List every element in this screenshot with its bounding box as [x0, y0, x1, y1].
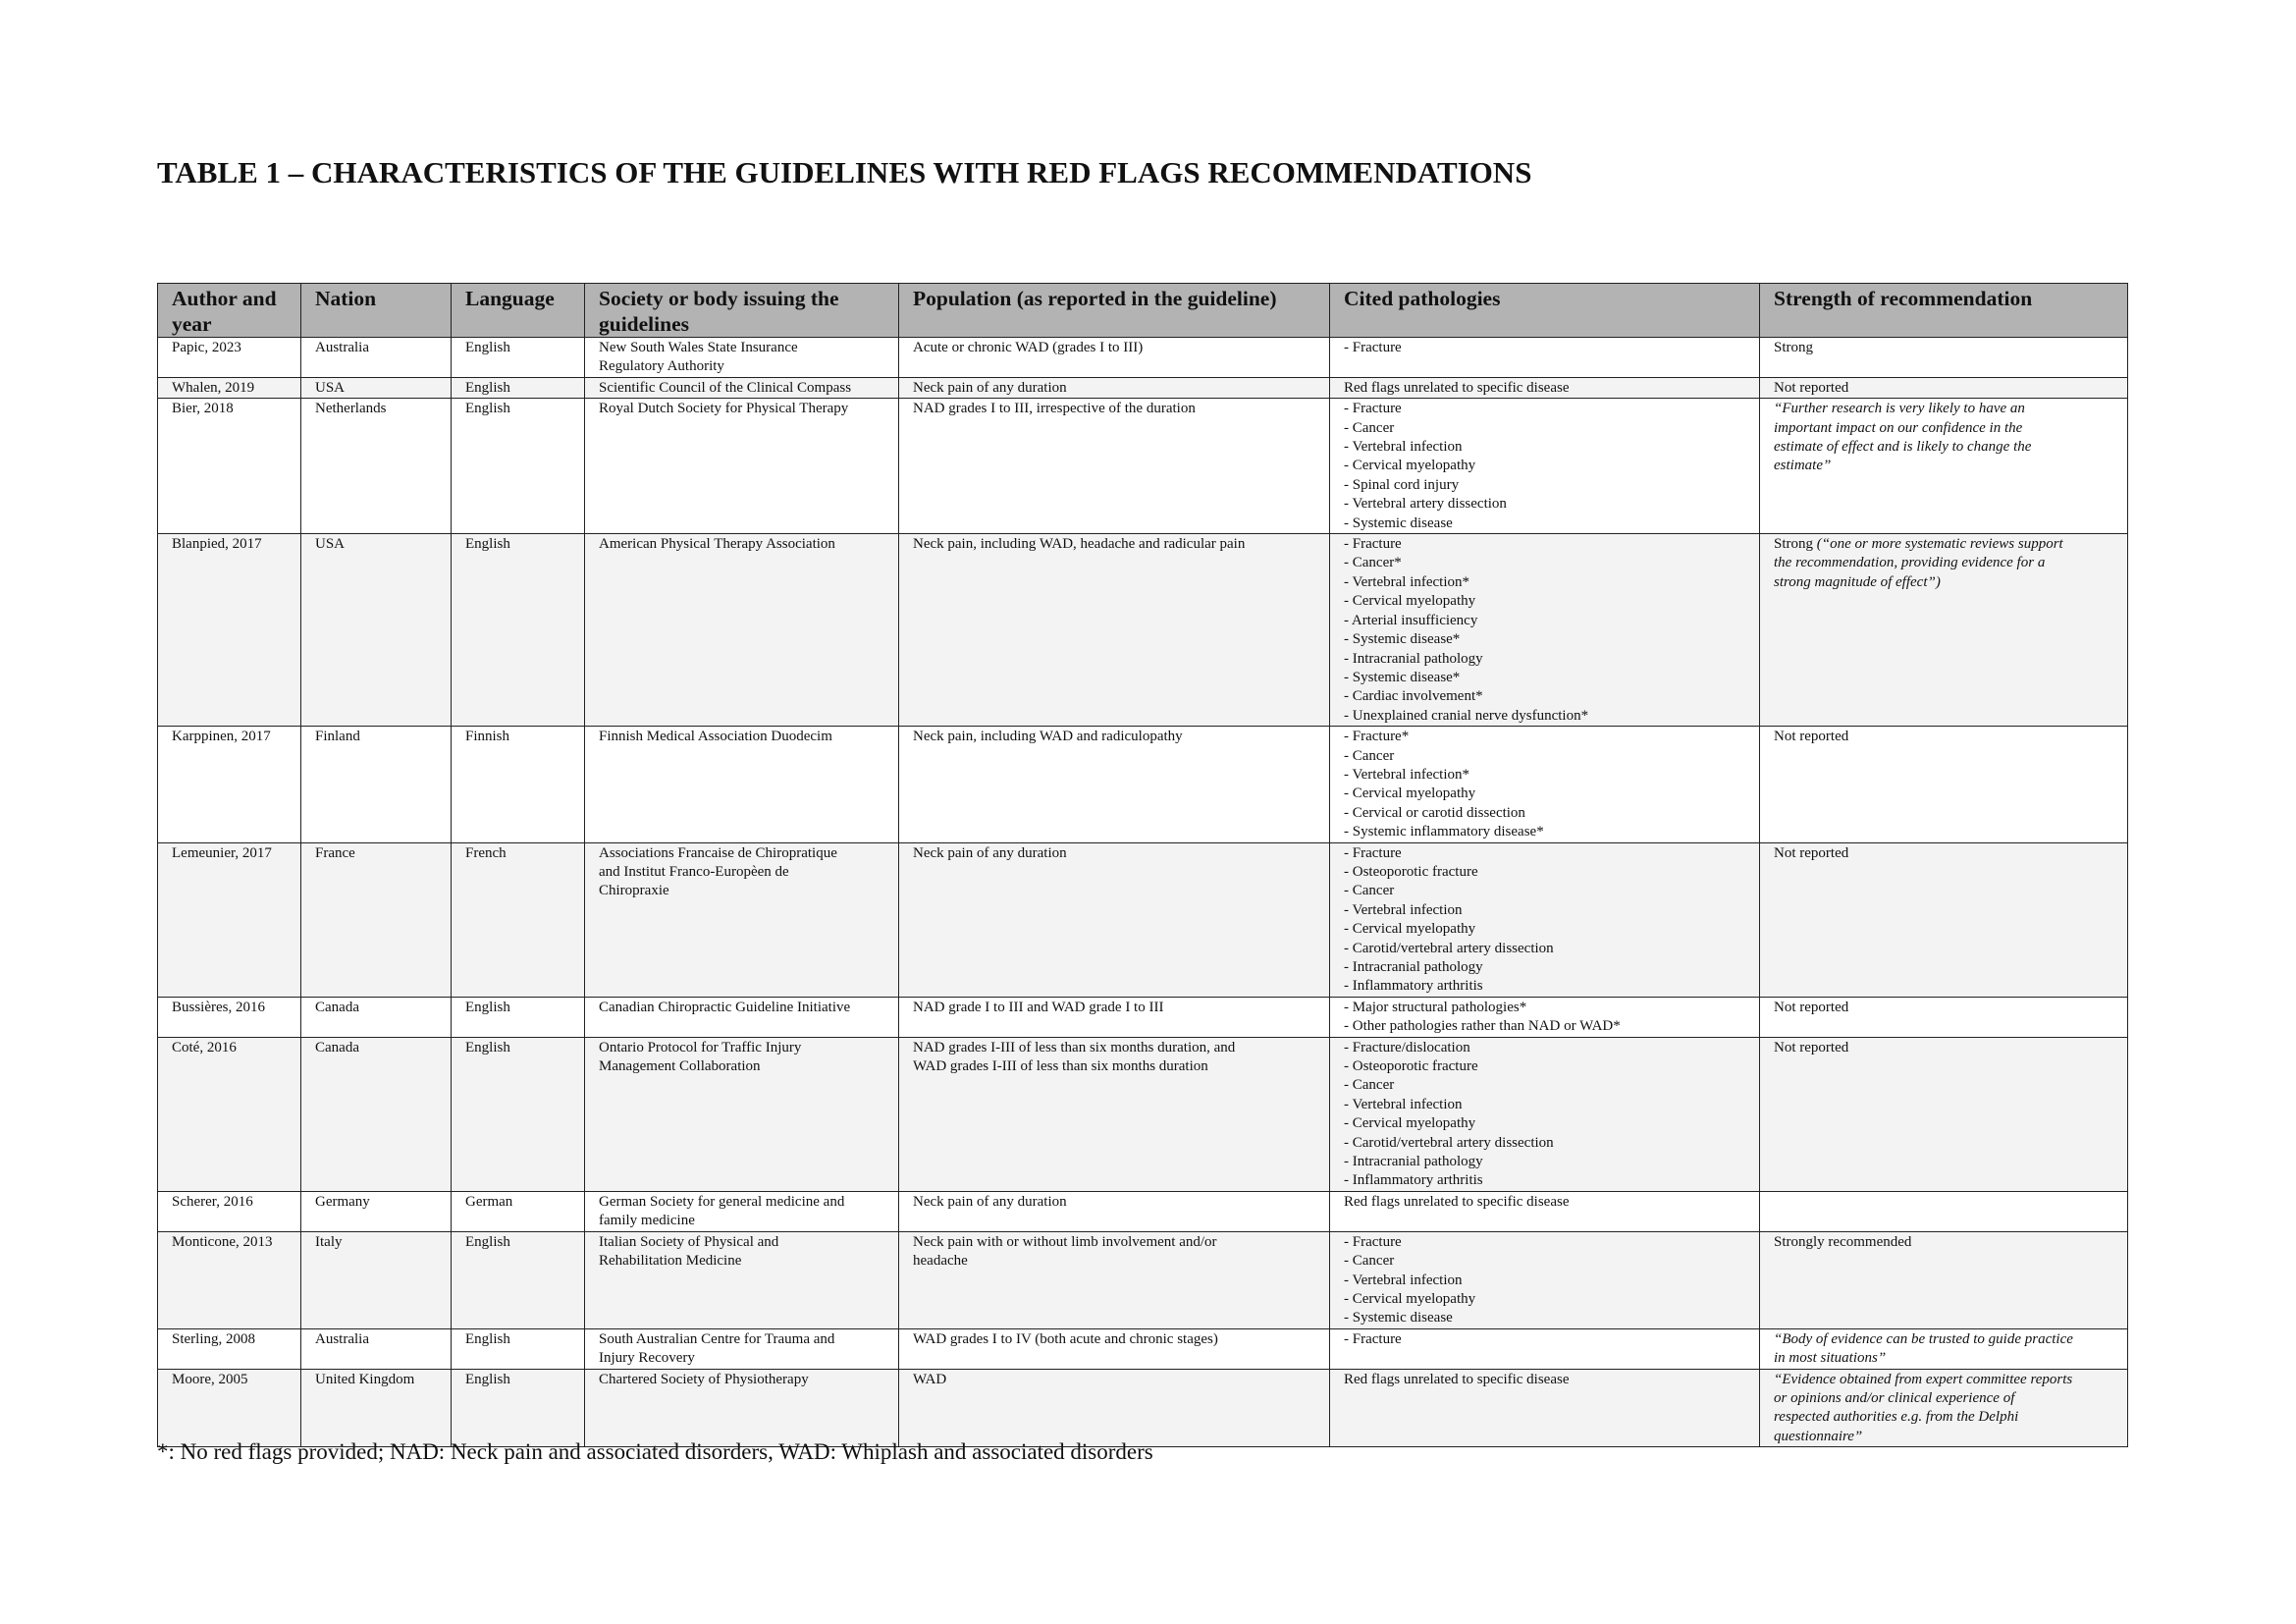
society-text: New South Wales State Insurance [599, 340, 798, 355]
society-text: family medicine [599, 1213, 695, 1229]
language-text: French [465, 844, 507, 861]
cell-population [899, 1037, 1330, 1191]
cell-author-year [158, 1231, 301, 1328]
strength-text: Not reported [1774, 844, 1849, 861]
cell-society [585, 1037, 899, 1191]
population-text: Neck pain of any duration [913, 844, 1067, 861]
language-text: German [465, 1193, 513, 1210]
nation-text: Italy [315, 1233, 343, 1250]
author-year-text: Blanpied, 2017 [172, 536, 262, 553]
cell-strength [1760, 1191, 2128, 1231]
table-row [158, 534, 2128, 727]
cell-strength [1760, 534, 2128, 727]
cell-nation [301, 534, 452, 727]
strength-text: Not reported [1774, 729, 1849, 745]
pathology-item: - Cervical myelopathy [1344, 593, 1476, 610]
language-text: English [465, 1039, 510, 1056]
population-text: Neck pain of any duration [913, 379, 1067, 396]
column-header-strength: Strength of recommendation [1760, 284, 2128, 338]
cell-nation [301, 338, 452, 378]
population-text: Acute or chronic WAD (grades I to III) [913, 340, 1144, 355]
guidelines-table [157, 283, 2128, 1447]
cell-language [452, 1037, 585, 1191]
column-header-nation: Nation [301, 284, 452, 338]
cell-population [899, 842, 1330, 997]
pathology-item: - Cancer [1344, 747, 1395, 764]
cell-pathologies [1330, 727, 1760, 842]
population-text: Neck pain with or without limb involvement and/or [913, 1233, 1217, 1250]
pathology-item: - Vertebral infection [1344, 1096, 1463, 1112]
cell-language [452, 1231, 585, 1328]
cell-author-year [158, 997, 301, 1037]
pathology-item: - Fracture [1344, 536, 1402, 553]
cell-society [585, 377, 899, 398]
table-footnote: *: No red flags provided; NAD: Neck pain and associated disorders, WAD: Whiplash and associated disorders [157, 1439, 1153, 1464]
cell-strength [1760, 1231, 2128, 1328]
cell-pathologies [1330, 534, 1760, 727]
pathology-item: - Unexplained cranial nerve dysfunction* [1344, 707, 1589, 724]
strength-text: “Evidence obtained from expert committee reports [1774, 1371, 2073, 1387]
column-header-population: Population (as reported in the guideline) [899, 284, 1330, 338]
column-header-society: Society or body issuing the guidelines [585, 284, 899, 338]
cell-language [452, 842, 585, 997]
pathology-item: - Vertebral infection [1344, 901, 1463, 918]
strength-lead-line [1774, 535, 2113, 554]
strength-lead-quote: (“one or more systematic reviews support [1816, 536, 2063, 553]
cell-pathologies [1330, 1328, 1760, 1369]
cell-strength [1760, 338, 2128, 378]
cell-society [585, 1231, 899, 1328]
society-text: Scientific Council of the Clinical Compass [599, 379, 852, 396]
cell-nation [301, 1231, 452, 1328]
strength-text: “Body of evidence can be trusted to guide practice [1774, 1330, 2073, 1347]
cell-society [585, 727, 899, 842]
author-year-text: Scherer, 2016 [172, 1193, 253, 1210]
strength-text: important impact on our confidence in the [1774, 419, 2023, 436]
table-row [158, 1037, 2128, 1191]
society-text: Chartered Society of Physiotherapy [599, 1371, 809, 1387]
pathology-item: - Intracranial pathology [1344, 1154, 1483, 1170]
cell-population [899, 997, 1330, 1037]
language-text: English [465, 1233, 510, 1250]
cell-pathologies [1330, 1231, 1760, 1328]
nation-text: Netherlands [315, 401, 387, 417]
pathology-item: - Osteoporotic fracture [1344, 1058, 1478, 1075]
cell-population [899, 338, 1330, 378]
cell-language [452, 1191, 585, 1231]
table-row [158, 1231, 2128, 1328]
pathology-item: - Cervical myelopathy [1344, 785, 1476, 802]
language-text: English [465, 1371, 510, 1387]
cell-author-year [158, 1191, 301, 1231]
column-header-language: Language [452, 284, 585, 338]
pathology-item: - Cervical myelopathy [1344, 458, 1476, 474]
table-row [158, 338, 2128, 378]
cell-author-year [158, 1328, 301, 1369]
pathology-item: - Vertebral infection [1344, 1272, 1463, 1288]
cell-society [585, 399, 899, 534]
cell-nation [301, 842, 452, 997]
pathology-item: - Inflammatory arthritis [1344, 978, 1483, 995]
cell-society [585, 1328, 899, 1369]
pathology-item: - Fracture [1344, 844, 1402, 861]
pathology-item: - Cancer [1344, 1253, 1395, 1270]
pathology-item: - Carotid/vertebral artery dissection [1344, 1134, 1554, 1151]
author-year-text: Bussières, 2016 [172, 999, 265, 1015]
table-row [158, 1328, 2128, 1369]
language-text: English [465, 340, 510, 355]
table-row [158, 377, 2128, 398]
cell-nation [301, 1369, 452, 1447]
pathology-item: - Spinal cord injury [1344, 476, 1460, 493]
pathology-item: Red flags unrelated to specific disease [1344, 1371, 1570, 1387]
cell-pathologies [1330, 399, 1760, 534]
pathology-item: - Fracture* [1344, 729, 1410, 745]
cell-strength [1760, 1328, 2128, 1369]
language-text: English [465, 379, 510, 396]
author-year-text: Karppinen, 2017 [172, 729, 271, 745]
society-text: Canadian Chiropractic Guideline Initiative [599, 999, 851, 1015]
nation-text: Australia [315, 1330, 369, 1347]
pathology-item: - Cancer [1344, 883, 1395, 899]
author-year-text: Papic, 2023 [172, 340, 241, 355]
cell-nation [301, 1191, 452, 1231]
cell-language [452, 1328, 585, 1369]
table-header [158, 284, 2128, 338]
pathology-item: - Cervical myelopathy [1344, 921, 1476, 938]
pathology-item: - Cervical or carotid dissection [1344, 804, 1525, 821]
nation-text: Finland [315, 729, 360, 745]
cell-author-year [158, 338, 301, 378]
table-body [158, 338, 2128, 1447]
population-text: WAD grades I-III of less than six months duration [913, 1058, 1208, 1075]
society-text: and Institut Franco-Europèen de [599, 863, 789, 880]
nation-text: Australia [315, 340, 369, 355]
cell-nation [301, 377, 452, 398]
author-year-text: Moore, 2005 [172, 1371, 248, 1387]
pathology-item: - Cervical myelopathy [1344, 1290, 1476, 1307]
cell-nation [301, 997, 452, 1037]
pathology-item: - Systemic inflammatory disease* [1344, 824, 1544, 840]
population-text: Neck pain of any duration [913, 1193, 1067, 1210]
society-text: Italian Society of Physical and [599, 1233, 779, 1250]
cell-strength [1760, 997, 2128, 1037]
strength-text: questionnaire” [1774, 1428, 1863, 1444]
cell-language [452, 997, 585, 1037]
cell-population [899, 377, 1330, 398]
society-text: Rehabilitation Medicine [599, 1253, 742, 1270]
society-text: Ontario Protocol for Traffic Injury [599, 1039, 802, 1056]
cell-pathologies [1330, 997, 1760, 1037]
pathology-item: - Cancer [1344, 419, 1395, 436]
society-text: Management Collaboration [599, 1058, 761, 1075]
cell-population [899, 1369, 1330, 1447]
pathology-item: - Fracture [1344, 340, 1402, 355]
nation-text: Canada [315, 999, 359, 1015]
author-year-text: Whalen, 2019 [172, 379, 255, 396]
pathology-item: - Cancer [1344, 1077, 1395, 1094]
nation-text: USA [315, 536, 346, 553]
society-text: Associations Francaise de Chiropratique [599, 844, 837, 861]
pathology-item: - Systemic disease [1344, 514, 1453, 531]
table-row [158, 399, 2128, 534]
pathology-item: - Other pathologies rather than NAD or WAD* [1344, 1018, 1621, 1035]
pathology-item: - Cancer* [1344, 555, 1402, 571]
population-text: Neck pain, including WAD and radiculopathy [913, 729, 1183, 745]
cell-population [899, 727, 1330, 842]
pathology-item: - Fracture [1344, 1330, 1402, 1347]
pathology-item: - Vertebral infection* [1344, 573, 1470, 590]
strength-text: the recommendation, providing evidence for a [1774, 555, 2046, 571]
pathology-item: - Arterial insufficiency [1344, 612, 1478, 628]
cell-strength [1760, 399, 2128, 534]
population-text: NAD grades I to III, irrespective of the duration [913, 401, 1196, 417]
cell-language [452, 377, 585, 398]
cell-language [452, 727, 585, 842]
cell-language [452, 1369, 585, 1447]
pathology-item: - Systemic disease* [1344, 669, 1461, 685]
population-text: headache [913, 1253, 968, 1270]
cell-society [585, 997, 899, 1037]
pathology-item: - Intracranial pathology [1344, 959, 1483, 975]
pathology-item: - Fracture [1344, 1233, 1402, 1250]
pathology-item: - Vertebral infection [1344, 439, 1463, 456]
strength-lead-text: Strong [1774, 536, 1817, 553]
cell-population [899, 1328, 1330, 1369]
society-text: Royal Dutch Society for Physical Therapy [599, 401, 849, 417]
author-year-text: Monticone, 2013 [172, 1233, 273, 1250]
strength-text: Not reported [1774, 1039, 1849, 1056]
nation-text: France [315, 844, 355, 861]
strength-text: Not reported [1774, 999, 1849, 1015]
cell-strength [1760, 842, 2128, 997]
language-text: English [465, 536, 510, 553]
language-text: English [465, 1330, 510, 1347]
table-row [158, 1369, 2128, 1447]
cell-nation [301, 727, 452, 842]
guidelines-table-container [157, 283, 2127, 1447]
table-row [158, 842, 2128, 997]
table-row [158, 727, 2128, 842]
column-header-author-year: Author and year [158, 284, 301, 338]
pathology-item: - Cardiac involvement* [1344, 688, 1483, 705]
cell-author-year [158, 1037, 301, 1191]
strength-text: estimate” [1774, 458, 1832, 474]
society-text: Regulatory Authority [599, 358, 724, 375]
language-text: English [465, 401, 510, 417]
strength-text: or opinions and/or clinical experience of [1774, 1389, 2015, 1406]
population-text: NAD grades I-III of less than six months duration, and [913, 1039, 1236, 1056]
cell-language [452, 534, 585, 727]
strength-text: Strongly recommended [1774, 1233, 1912, 1250]
pathology-item: - Cervical myelopathy [1344, 1115, 1476, 1132]
strength-text: strong magnitude of effect”) [1774, 573, 1941, 590]
pathology-item: - Osteoporotic fracture [1344, 863, 1478, 880]
strength-text: estimate of effect and is likely to change the [1774, 439, 2032, 456]
pathology-item: Red flags unrelated to specific disease [1344, 379, 1570, 396]
author-year-text: Sterling, 2008 [172, 1330, 255, 1347]
cell-nation [301, 1037, 452, 1191]
cell-population [899, 399, 1330, 534]
header-row [158, 284, 2128, 338]
strength-text: “Further research is very likely to have an [1774, 401, 2025, 417]
strength-text: respected authorities e.g. from the Delphi [1774, 1409, 2019, 1426]
society-text: Chiropraxie [599, 883, 669, 899]
cell-language [452, 399, 585, 534]
pathology-item: - Inflammatory arthritis [1344, 1172, 1483, 1189]
cell-strength [1760, 377, 2128, 398]
strength-text: in most situations” [1774, 1350, 1887, 1367]
society-text: South Australian Centre for Trauma and [599, 1330, 835, 1347]
author-year-text: Bier, 2018 [172, 401, 234, 417]
cell-pathologies [1330, 377, 1760, 398]
cell-population [899, 534, 1330, 727]
cell-author-year [158, 1369, 301, 1447]
pathology-item: - Systemic disease* [1344, 631, 1461, 648]
language-text: Finnish [465, 729, 510, 745]
cell-author-year [158, 377, 301, 398]
nation-text: United Kingdom [315, 1371, 415, 1387]
cell-society [585, 338, 899, 378]
cell-strength [1760, 1369, 2128, 1447]
cell-strength [1760, 1037, 2128, 1191]
pathology-item: - Vertebral artery dissection [1344, 496, 1507, 513]
society-text: American Physical Therapy Association [599, 536, 835, 553]
language-text: English [465, 999, 510, 1015]
cell-society [585, 534, 899, 727]
table-row [158, 997, 2128, 1037]
pathology-item: - Fracture [1344, 401, 1402, 417]
cell-author-year [158, 842, 301, 997]
author-year-text: Lemeunier, 2017 [172, 844, 272, 861]
cell-pathologies [1330, 338, 1760, 378]
nation-text: Germany [315, 1193, 370, 1210]
cell-population [899, 1231, 1330, 1328]
author-year-text: Coté, 2016 [172, 1039, 237, 1056]
cell-language [452, 338, 585, 378]
nation-text: USA [315, 379, 346, 396]
cell-population [899, 1191, 1330, 1231]
population-text: WAD [913, 1371, 947, 1387]
cell-strength [1760, 727, 2128, 842]
society-text: Injury Recovery [599, 1350, 695, 1367]
pathology-item: - Fracture/dislocation [1344, 1039, 1470, 1056]
nation-text: Canada [315, 1039, 359, 1056]
cell-society [585, 842, 899, 997]
cell-author-year [158, 399, 301, 534]
pathology-item: - Systemic disease [1344, 1310, 1453, 1326]
pathology-item: Red flags unrelated to specific disease [1344, 1193, 1570, 1210]
pathology-item: - Carotid/vertebral artery dissection [1344, 940, 1554, 956]
strength-text: Not reported [1774, 379, 1849, 396]
cell-pathologies [1330, 1191, 1760, 1231]
society-text: Finnish Medical Association Duodecim [599, 729, 832, 745]
population-text: WAD grades I to IV (both acute and chronic stages) [913, 1330, 1218, 1347]
pathology-item: - Major structural pathologies* [1344, 999, 1527, 1015]
cell-society [585, 1191, 899, 1231]
population-text: NAD grade I to III and WAD grade I to III [913, 999, 1164, 1015]
pathology-item: - Vertebral infection* [1344, 766, 1470, 783]
page-title: TABLE 1 – CHARACTERISTICS OF THE GUIDELINES WITH RED FLAGS RECOMMENDATIONS [157, 155, 1532, 189]
cell-pathologies [1330, 1369, 1760, 1447]
cell-pathologies [1330, 842, 1760, 997]
society-text: German Society for general medicine and [599, 1193, 845, 1210]
population-text: Neck pain, including WAD, headache and radicular pain [913, 536, 1246, 553]
cell-author-year [158, 727, 301, 842]
table-row [158, 1191, 2128, 1231]
pathology-item: - Intracranial pathology [1344, 650, 1483, 667]
cell-nation [301, 1328, 452, 1369]
cell-author-year [158, 534, 301, 727]
column-header-pathologies: Cited pathologies [1330, 284, 1760, 338]
cell-pathologies [1330, 1037, 1760, 1191]
cell-society [585, 1369, 899, 1447]
strength-text: Strong [1774, 340, 1814, 355]
cell-nation [301, 399, 452, 534]
